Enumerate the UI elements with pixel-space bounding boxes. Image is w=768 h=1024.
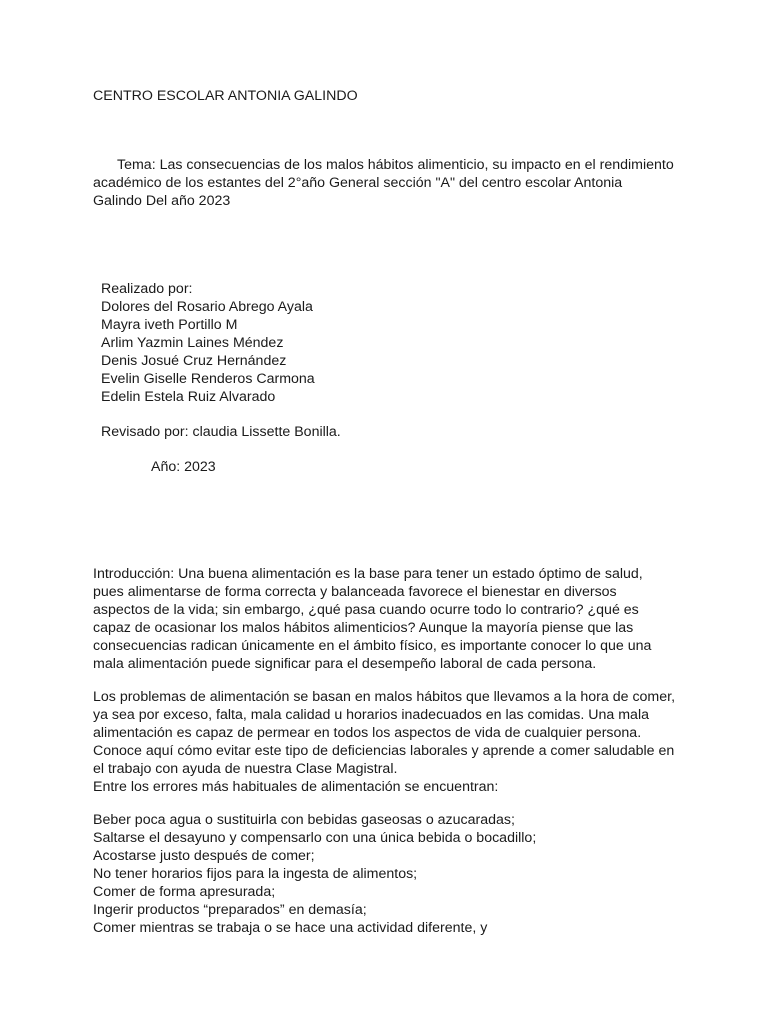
revisado-por: Revisado por: claudia Lissette Bonilla.	[101, 424, 341, 440]
paragraph-line: consecuencias radican únicamente en el ámbito físico, es importante conocer lo que una	[93, 638, 652, 654]
paragraph-line: Introducción: Una buena alimentación es la base para tener un estado óptimo de salud,	[93, 566, 643, 582]
errores-list	[93, 811, 536, 937]
anio-line: Año: 2023	[151, 459, 216, 475]
list-item: Comer de forma apresurada;	[93, 884, 276, 900]
introduccion-paragraph	[93, 565, 651, 673]
tema-line: Galindo Del año 2023	[93, 193, 231, 209]
authors-block	[101, 280, 315, 406]
tema-line: Tema: Las consecuencias de los malos hábitos alimenticio, su impacto en el rendimiento	[117, 157, 674, 173]
school-title: CENTRO ESCOLAR ANTONIA GALINDO	[93, 88, 358, 104]
list-item: Saltarse el desayuno y compensarlo con una única bebida o bocadillo;	[93, 830, 537, 846]
list-item: Comer mientras se trabaja o se hace una actividad diferente, y	[93, 920, 488, 936]
problemas-paragraph	[93, 688, 675, 796]
tema-paragraph	[93, 156, 674, 210]
list-item: Beber poca agua o sustituirla con bebidas gaseosas o azucaradas;	[93, 812, 515, 828]
realizado-por-label: Realizado por:	[101, 281, 193, 297]
author-name: Evelin Giselle Renderos Carmona	[101, 371, 315, 387]
paragraph-line: aspectos de la vida; sin embargo, ¿qué pasa cuando ocurre todo lo contrario? ¿qué es	[93, 602, 639, 618]
paragraph-line: pues alimentarse de forma correcta y balanceada favorece el bienestar en diversos	[93, 584, 617, 600]
tema-line: académico de los estantes del 2°año General sección "A" del centro escolar Antonia	[93, 175, 623, 191]
author-name: Denis Josué Cruz Hernández	[101, 353, 287, 369]
paragraph-line: ya sea por exceso, falta, mala calidad u horarios inadecuados en las comidas. Una mala	[93, 707, 649, 723]
list-item: Acostarse justo después de comer;	[93, 848, 315, 864]
list-item: Ingerir productos “preparados” en demasía;	[93, 902, 367, 918]
author-name: Dolores del Rosario Abrego Ayala	[101, 299, 313, 315]
paragraph-line: mala alimentación puede significar para el desempeño laboral de cada persona.	[93, 656, 597, 672]
author-name: Mayra iveth Portillo M	[101, 317, 238, 333]
paragraph-line: Los problemas de alimentación se basan en malos hábitos que llevamos a la hora de comer,	[93, 689, 676, 705]
list-item: No tener horarios fijos para la ingesta de alimentos;	[93, 866, 418, 882]
paragraph-line: Conoce aquí cómo evitar este tipo de deficiencias laborales y aprende a comer saludable en	[93, 743, 675, 759]
paragraph-line: el trabajo con ayuda de nuestra Clase Magistral.	[93, 761, 398, 777]
author-name: Edelin Estela Ruiz Alvarado	[101, 389, 276, 405]
author-name: Arlim Yazmin Laines Méndez	[101, 335, 284, 351]
paragraph-line: alimentación es capaz de permear en todos los aspectos de vida de cualquier persona.	[93, 725, 642, 741]
paragraph-line: Entre los errores más habituales de alimentación se encuentran:	[93, 779, 499, 795]
paragraph-line: capaz de ocasionar los malos hábitos alimenticios? Aunque la mayoría piense que las	[93, 620, 634, 636]
